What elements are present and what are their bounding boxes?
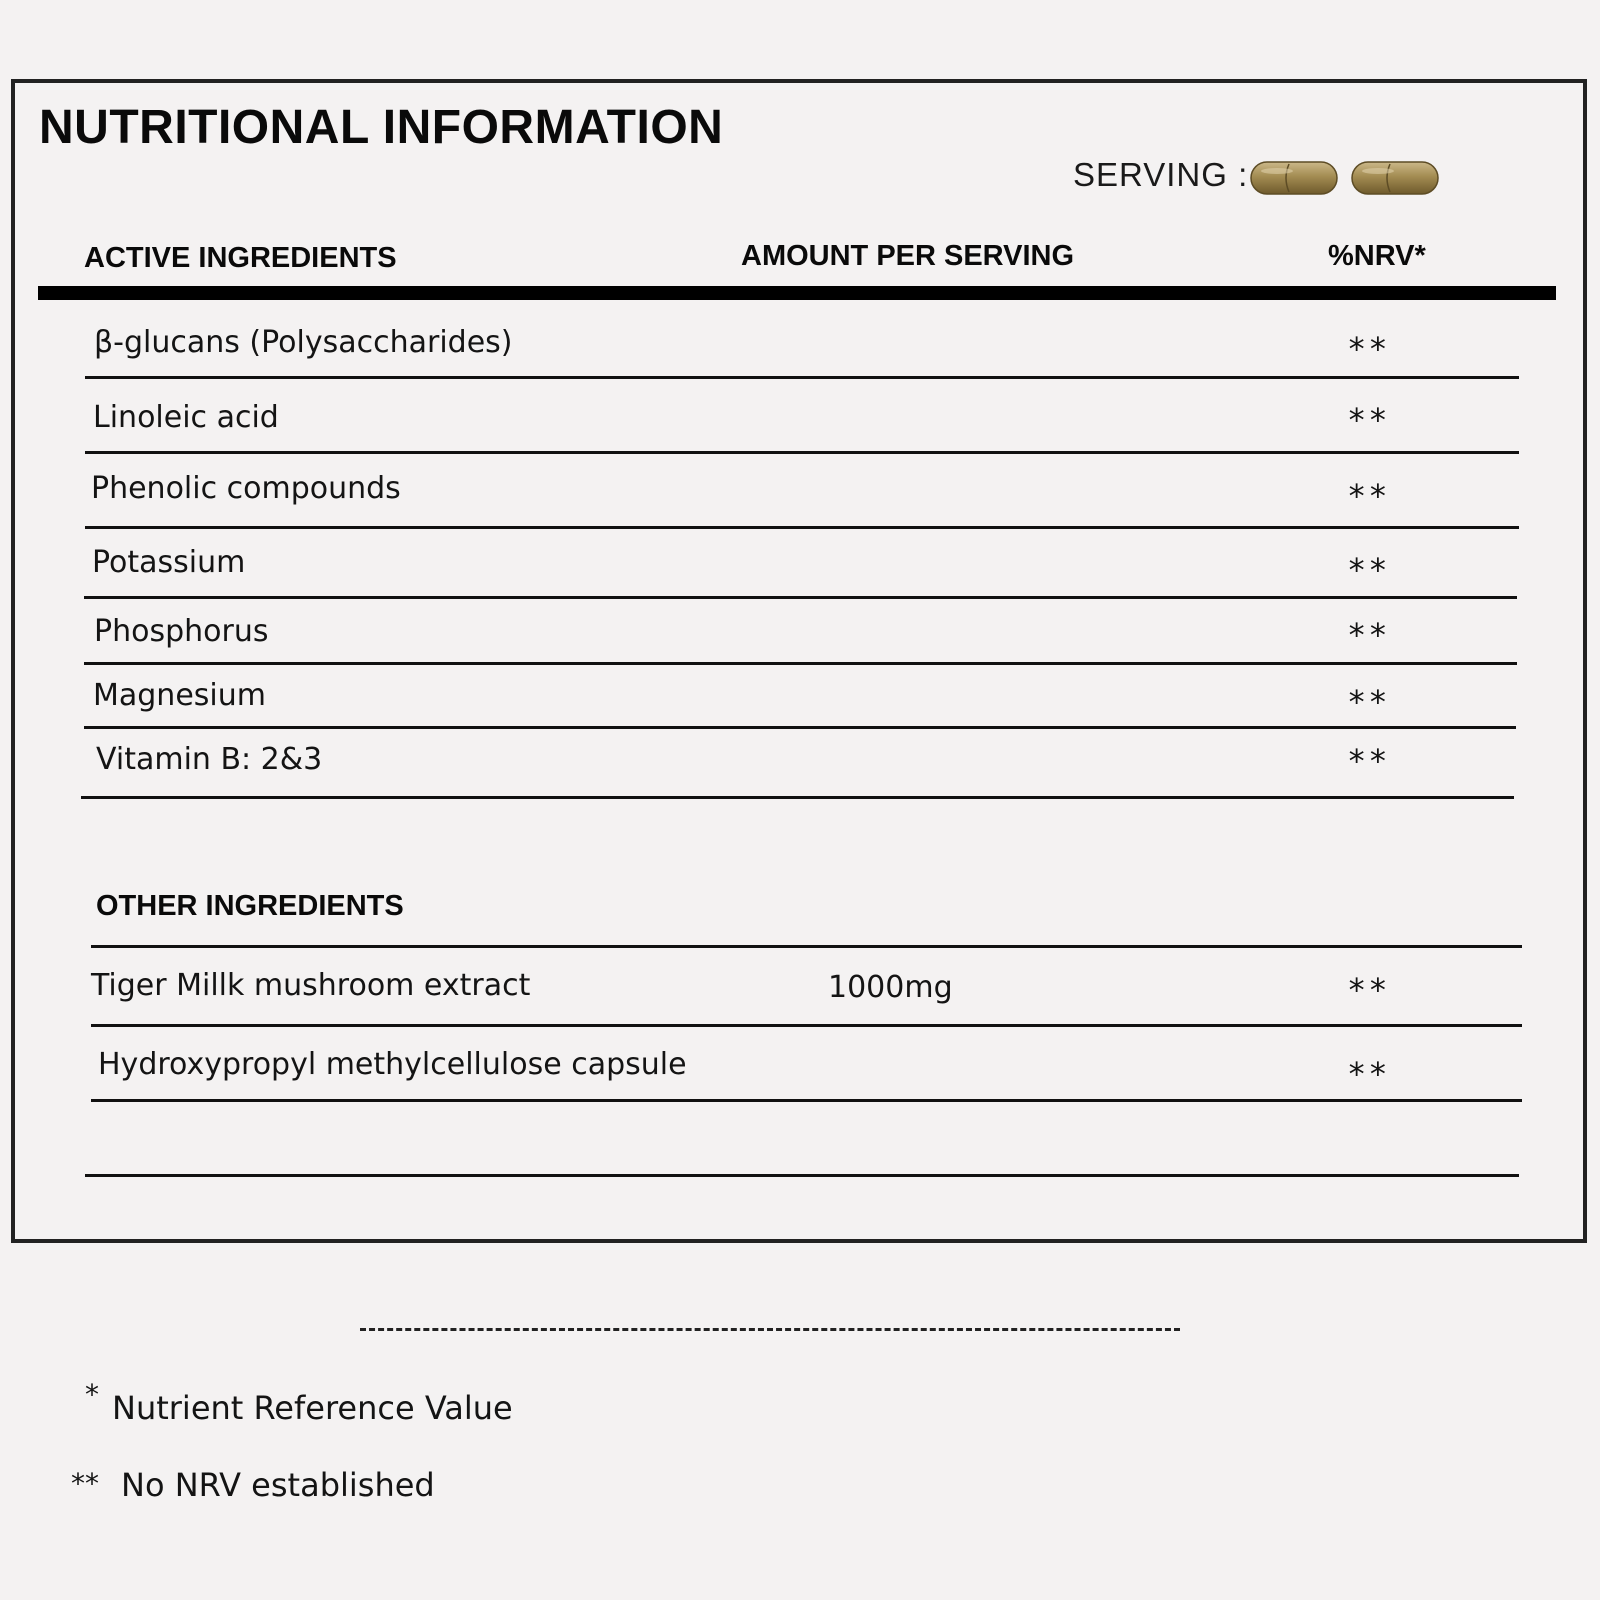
ingredient-name: Magnesium (93, 678, 266, 713)
ingredient-name: Hydroxypropyl methylcellulose capsule (98, 1047, 687, 1082)
ingredient-nrv: ** (1347, 401, 1390, 439)
header-active-ingredients: ACTIVE INGREDIENTS (84, 242, 397, 274)
header-nrv: %NRV* (1328, 240, 1426, 272)
ingredient-amount: 1000mg (828, 970, 953, 1005)
ingredient-name: β-glucans (Polysaccharides) (94, 325, 513, 360)
row-divider (85, 526, 1519, 529)
row-divider (91, 945, 1522, 948)
ingredient-name: Phosphorus (94, 614, 269, 649)
ingredient-nrv: ** (1347, 477, 1390, 515)
ingredient-nrv: ** (1347, 1055, 1390, 1093)
row-divider (85, 376, 1519, 379)
ingredient-nrv: ** (1347, 551, 1390, 589)
row-divider (85, 1174, 1519, 1177)
page-title: NUTRITIONAL INFORMATION (39, 101, 724, 154)
ingredient-nrv: ** (1347, 971, 1390, 1009)
capsule-icon (1249, 160, 1339, 196)
row-divider (91, 1099, 1522, 1102)
footnote-text: Nutrient Reference Value (112, 1389, 513, 1427)
ingredient-name: Potassium (92, 545, 246, 580)
ingredient-nrv: ** (1347, 683, 1390, 721)
ingredient-name: Linoleic acid (93, 400, 279, 435)
header-rule (38, 286, 1556, 300)
footnote-text: No NRV established (121, 1466, 435, 1504)
ingredient-nrv: ** (1347, 742, 1390, 780)
row-divider (81, 796, 1514, 799)
ingredient-name: Vitamin B: 2&3 (96, 742, 323, 777)
ingredient-name: Phenolic compounds (91, 471, 401, 506)
row-divider (91, 1024, 1522, 1027)
row-divider (84, 596, 1517, 599)
ingredient-nrv: ** (1347, 616, 1390, 654)
ingredient-nrv: ** (1347, 330, 1390, 368)
header-other-ingredients: OTHER INGREDIENTS (96, 890, 404, 922)
footnote-mark: ** (71, 1467, 99, 1500)
serving-label: SERVING : (1073, 156, 1249, 193)
footnote-mark: * (85, 1378, 99, 1411)
header-amount-per-serving: AMOUNT PER SERVING (741, 240, 1075, 272)
capsule-icon (1350, 160, 1440, 196)
ingredient-name: Tiger Millk mushroom extract (91, 968, 531, 1003)
row-divider (84, 662, 1517, 665)
row-divider (85, 451, 1519, 454)
row-divider (84, 726, 1516, 729)
dashed-separator (360, 1328, 1180, 1331)
